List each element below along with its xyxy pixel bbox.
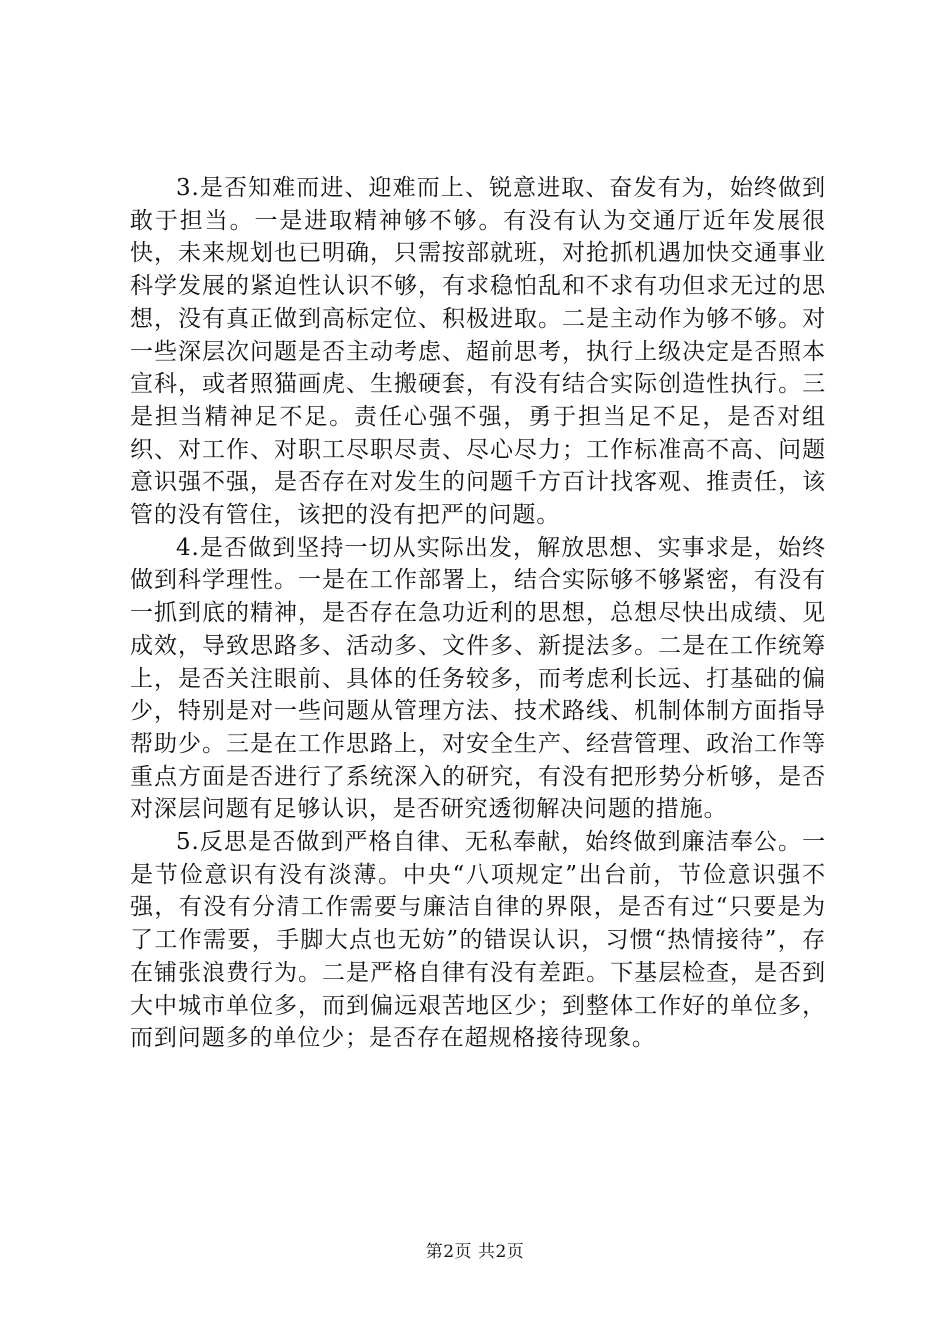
paragraph-5: 5.反思是否做到严格自律、无私奉献，始终做到廉洁奉公。一是节俭意识有没有淡薄。中央“八项规定”出台前，节俭意识强不强，有没有分清工作需要与廉洁自律的界限，是否有过“只要是为了工作需要，手脚大点也无妨”的错误认识，习惯“热情接待”，存在铺张浪费行为。二是严格自律有没有差距。下基层检查，是否到大中城市单位多，而到偏远艰苦地区少；到整体工作好的单位多，而到问题多的单位少；是否存在超规格接待现象。 — [130, 829, 826, 1052]
paragraph-4: 4.是否做到坚持一切从实际出发，解放思想、实事求是，始终做到科学理性。一是在工作部署上，结合实际够不够紧密，有没有一抓到底的精神，是否存在急功近利的思想，总想尽快出成绩、见成效，导致思路多、活动多、文件多、新提法多。二是在工作统筹上，是否关注眼前、具体的任务较多，而考虑利长远、打基础的偏少，特别是对一些问题从管理方法、技术路线、机制体制方面指导帮助少。三是在工作思路上，对安全生产、经营管理、政治工作等重点方面是否进行了系统深入的研究，有没有把形势分析够，是否对深层问题有足够认识，是否研究透彻解决问题的措施。 — [130, 534, 826, 823]
page-number-footer: 第2页 共2页 — [425, 1242, 525, 1262]
document-body — [130, 172, 826, 1055]
paragraph-3: 3.是否知难而进、迎难而上、锐意进取、奋发有为，始终做到敢于担当。一是进取精神够不够。有没有认为交通厅近年发展很快，未来规划也已明确，只需按部就班，对抢抓机遇加快交通事业科学发展的紧迫性认识不够，有求稳怕乱和不求有功但求无过的思想，没有真正做到高标定位、积极进取。二是主动作为够不够。对一些深层次问题是否主动考虑、超前思考，执行上级决定是否照本宣科，或者照猫画虎、生搬硬套，有没有结合实际创造性执行。三是担当精神足不足。责任心强不强，勇于担当足不足，是否对组织、对工作、对职工尽职尽责、尽心尽力；工作标准高不高、问题意识强不强，是否存在对发生的问题千方百计找客观、推责任，该管的没有管住，该把的没有把严的问题。 — [130, 175, 826, 529]
